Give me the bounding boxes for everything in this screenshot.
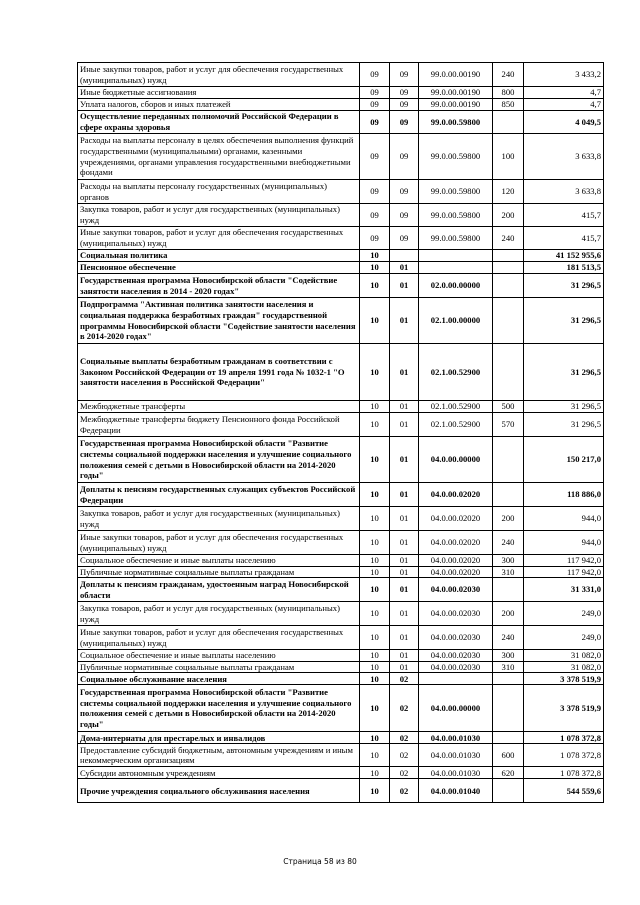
row-amount: 31 296,5 [524, 344, 604, 401]
row-name: Закупка товаров, работ и услуг для государственных (муниципальных) нужд [78, 507, 360, 531]
row-subsection: 01 [390, 555, 419, 567]
row-target-article: 02.1.00.52900 [419, 344, 493, 401]
row-section: 10 [360, 413, 390, 437]
row-section: 10 [360, 732, 390, 744]
table-row [78, 63, 604, 87]
row-subsection: 01 [390, 401, 419, 413]
row-name: Государственная программа Новосибирской области "Развитие системы социальной поддержки населения и улучшение социального положения семей с детьми в Новосибирской области на 2014-2020 годы" [78, 685, 360, 732]
row-subsection: 01 [390, 274, 419, 298]
row-subsection: 09 [390, 227, 419, 250]
row-amount: 944,0 [524, 507, 604, 531]
row-name: Дома-интернаты для престарелых и инвалидов [78, 732, 360, 744]
row-expense-type [493, 262, 524, 274]
row-amount: 31 296,5 [524, 401, 604, 413]
row-amount: 31 296,5 [524, 274, 604, 298]
budget-table [77, 62, 604, 803]
row-target-article: 99.0.00.59800 [419, 227, 493, 250]
row-name: Публичные нормативные социальные выплаты гражданам [78, 661, 360, 673]
row-expense-type: 200 [493, 602, 524, 626]
row-amount: 118 886,0 [524, 483, 604, 507]
row-target-article: 04.0.00.02030 [419, 626, 493, 650]
row-subsection: 09 [390, 99, 419, 111]
row-subsection: 09 [390, 180, 419, 204]
row-subsection: 01 [390, 507, 419, 531]
row-section: 10 [360, 602, 390, 626]
table-row [78, 661, 604, 673]
row-subsection: 09 [390, 204, 419, 227]
row-name: Межбюджетные трансферты [78, 401, 360, 413]
row-expense-type [493, 250, 524, 262]
row-amount: 4 049,5 [524, 111, 604, 134]
table-row [78, 673, 604, 685]
row-section: 09 [360, 63, 390, 87]
row-name: Социальное обеспечение и иные выплаты населению [78, 555, 360, 567]
row-subsection: 09 [390, 111, 419, 134]
row-expense-type [493, 578, 524, 602]
row-subsection: 09 [390, 134, 419, 180]
row-target-article: 04.0.00.02030 [419, 602, 493, 626]
row-expense-type: 850 [493, 99, 524, 111]
row-section: 09 [360, 227, 390, 250]
table-row [78, 413, 604, 437]
row-section: 10 [360, 578, 390, 602]
row-section: 10 [360, 650, 390, 662]
row-subsection: 02 [390, 685, 419, 732]
row-target-article: 04.0.00.00000 [419, 685, 493, 732]
table-row [78, 227, 604, 250]
table-row [78, 744, 604, 767]
row-amount: 3 633,8 [524, 134, 604, 180]
row-expense-type: 310 [493, 661, 524, 673]
table-row [78, 626, 604, 650]
table-row [78, 180, 604, 204]
row-expense-type: 620 [493, 767, 524, 779]
table-row [78, 111, 604, 134]
row-expense-type: 800 [493, 87, 524, 99]
table-row [78, 298, 604, 344]
row-amount: 3 378 519,9 [524, 685, 604, 732]
row-target-article: 04.0.00.02020 [419, 555, 493, 567]
row-target-article: 02.0.00.00000 [419, 274, 493, 298]
table-row [78, 779, 604, 803]
row-section: 09 [360, 180, 390, 204]
row-name: Социальное обслуживание населения [78, 673, 360, 685]
table-row [78, 262, 604, 274]
row-name: Социальные выплаты безработным гражданам в соответствии с Законом Российской Федерации от 19 апреля 1991 года № 1032-1 "О занятости населения в Российской Федерации" [78, 344, 360, 401]
row-expense-type [493, 437, 524, 483]
row-target-article [419, 250, 493, 262]
row-amount: 31 296,5 [524, 413, 604, 437]
row-target-article: 04.0.00.02020 [419, 483, 493, 507]
row-target-article: 99.0.00.59800 [419, 111, 493, 134]
row-name: Социальное обеспечение и иные выплаты населению [78, 650, 360, 662]
row-subsection: 01 [390, 566, 419, 578]
row-name: Расходы на выплаты персоналу государственных (муниципальных) органов [78, 180, 360, 204]
table-row [78, 578, 604, 602]
row-target-article: 04.0.00.02020 [419, 531, 493, 555]
row-subsection: 01 [390, 483, 419, 507]
row-subsection: 01 [390, 626, 419, 650]
row-section: 09 [360, 99, 390, 111]
row-name: Подпрограмма "Активная политика занятости населения и социальная поддержка безработных граждан" государственной программы Новосибирской области "Содействие занятости населения в 2014-2020 годах" [78, 298, 360, 344]
row-amount: 3 378 519,9 [524, 673, 604, 685]
row-section: 10 [360, 344, 390, 401]
row-name: Публичные нормативные социальные выплаты гражданам [78, 566, 360, 578]
row-section: 09 [360, 111, 390, 134]
row-amount: 117 942,0 [524, 555, 604, 567]
row-section: 10 [360, 507, 390, 531]
row-amount: 181 513,5 [524, 262, 604, 274]
row-name: Социальная политика [78, 250, 360, 262]
row-target-article: 04.0.00.02030 [419, 650, 493, 662]
row-name: Уплата налогов, сборов и иных платежей [78, 99, 360, 111]
row-amount: 31 082,0 [524, 661, 604, 673]
row-amount: 249,0 [524, 626, 604, 650]
row-expense-type: 200 [493, 507, 524, 531]
row-expense-type: 120 [493, 180, 524, 204]
row-expense-type [493, 274, 524, 298]
row-name: Пенсионное обеспечение [78, 262, 360, 274]
row-target-article: 04.0.00.02030 [419, 578, 493, 602]
row-name: Доплаты к пенсиям государственных служащих субъектов Российской Федерации [78, 483, 360, 507]
row-amount: 4,7 [524, 99, 604, 111]
row-expense-type: 570 [493, 413, 524, 437]
row-section: 10 [360, 673, 390, 685]
row-name: Иные закупки товаров, работ и услуг для обеспечения государственных (муниципальных) нужд [78, 626, 360, 650]
row-amount: 249,0 [524, 602, 604, 626]
row-amount: 150 217,0 [524, 437, 604, 483]
row-amount: 41 152 955,6 [524, 250, 604, 262]
row-section: 10 [360, 250, 390, 262]
table-row [78, 555, 604, 567]
row-target-article: 99.0.00.00190 [419, 63, 493, 87]
row-section: 10 [360, 531, 390, 555]
row-section: 10 [360, 483, 390, 507]
row-target-article: 04.0.00.02020 [419, 566, 493, 578]
table-row [78, 204, 604, 227]
row-subsection: 01 [390, 602, 419, 626]
row-name: Прочие учреждения социального обслуживания населения [78, 779, 360, 803]
row-target-article: 99.0.00.59800 [419, 204, 493, 227]
row-section: 10 [360, 744, 390, 767]
row-expense-type: 100 [493, 134, 524, 180]
row-name: Субсидии автономным учреждениям [78, 767, 360, 779]
row-target-article: 99.0.00.59800 [419, 180, 493, 204]
row-section: 10 [360, 566, 390, 578]
row-section: 10 [360, 262, 390, 274]
row-expense-type: 200 [493, 204, 524, 227]
row-target-article: 04.0.00.01030 [419, 767, 493, 779]
row-section: 10 [360, 685, 390, 732]
row-amount: 544 559,6 [524, 779, 604, 803]
row-section: 10 [360, 767, 390, 779]
row-subsection: 01 [390, 262, 419, 274]
row-target-article [419, 673, 493, 685]
row-target-article: 02.1.00.52900 [419, 413, 493, 437]
row-section: 10 [360, 298, 390, 344]
row-section: 10 [360, 626, 390, 650]
row-name: Доплаты к пенсиям гражданам, удостоенным наград Новосибирской области [78, 578, 360, 602]
row-subsection: 01 [390, 298, 419, 344]
table-row [78, 602, 604, 626]
table-row [78, 483, 604, 507]
row-target-article: 04.0.00.01030 [419, 744, 493, 767]
row-section: 09 [360, 87, 390, 99]
row-amount: 944,0 [524, 531, 604, 555]
row-name: Иные закупки товаров, работ и услуг для обеспечения государственных (муниципальных) нужд [78, 63, 360, 87]
row-name: Иные закупки товаров, работ и услуг для обеспечения государственных (муниципальных) нужд [78, 227, 360, 250]
row-expense-type [493, 779, 524, 803]
row-amount: 4,7 [524, 87, 604, 99]
row-expense-type [493, 732, 524, 744]
row-amount: 1 078 372,8 [524, 767, 604, 779]
row-expense-type [493, 111, 524, 134]
row-amount: 117 942,0 [524, 566, 604, 578]
row-expense-type: 240 [493, 626, 524, 650]
row-name: Закупка товаров, работ и услуг для государственных (муниципальных) нужд [78, 602, 360, 626]
table-row [78, 134, 604, 180]
row-expense-type: 240 [493, 227, 524, 250]
row-section: 10 [360, 401, 390, 413]
row-name: Расходы на выплаты персоналу в целях обеспечения выполнения функций государственными (муниципальными) органами, казенными учреждениями, органами управления государственными внебюджетными фондами [78, 134, 360, 180]
row-target-article [419, 262, 493, 274]
row-amount: 3 433,2 [524, 63, 604, 87]
row-subsection: 01 [390, 413, 419, 437]
row-amount: 1 078 372,8 [524, 744, 604, 767]
row-expense-type: 240 [493, 531, 524, 555]
row-expense-type: 500 [493, 401, 524, 413]
row-name: Закупка товаров, работ и услуг для государственных (муниципальных) нужд [78, 204, 360, 227]
row-subsection: 02 [390, 767, 419, 779]
row-subsection: 01 [390, 437, 419, 483]
table-row [78, 437, 604, 483]
table-row [78, 274, 604, 298]
row-name: Государственная программа Новосибирской области "Содействие занятости населения в 2014 - 2020 годах" [78, 274, 360, 298]
table-row [78, 87, 604, 99]
row-expense-type [493, 298, 524, 344]
row-section: 09 [360, 204, 390, 227]
row-target-article: 04.0.00.01040 [419, 779, 493, 803]
row-subsection: 02 [390, 779, 419, 803]
row-amount: 415,7 [524, 204, 604, 227]
row-name: Осуществление переданных полномочий Российской Федерации в сфере охраны здоровья [78, 111, 360, 134]
row-expense-type [493, 685, 524, 732]
table-row [78, 531, 604, 555]
row-section: 10 [360, 437, 390, 483]
row-subsection: 01 [390, 578, 419, 602]
row-subsection: 02 [390, 744, 419, 767]
row-subsection: 02 [390, 673, 419, 685]
row-expense-type: 310 [493, 566, 524, 578]
row-expense-type [493, 673, 524, 685]
row-subsection: 09 [390, 87, 419, 99]
row-amount: 31 331,0 [524, 578, 604, 602]
row-amount: 31 082,0 [524, 650, 604, 662]
row-subsection: 01 [390, 531, 419, 555]
row-section: 10 [360, 661, 390, 673]
row-subsection: 01 [390, 661, 419, 673]
row-target-article: 04.0.00.02020 [419, 507, 493, 531]
row-name: Государственная программа Новосибирской области "Развитие системы социальной поддержки населения и улучшение социального положения семей с детьми в Новосибирской области на 2014-2020 годы" [78, 437, 360, 483]
page-footer: Страница 58 из 80 [283, 857, 357, 866]
row-target-article: 99.0.00.59800 [419, 134, 493, 180]
row-name: Межбюджетные трансферты бюджету Пенсионного фонда Российской Федерации [78, 413, 360, 437]
table-row [78, 344, 604, 401]
row-subsection: 09 [390, 63, 419, 87]
row-section: 10 [360, 555, 390, 567]
row-amount: 31 296,5 [524, 298, 604, 344]
row-subsection: 02 [390, 732, 419, 744]
row-expense-type: 240 [493, 63, 524, 87]
row-subsection: 01 [390, 650, 419, 662]
row-subsection [390, 250, 419, 262]
row-name: Иные закупки товаров, работ и услуг для обеспечения государственных (муниципальных) нужд [78, 531, 360, 555]
row-section: 10 [360, 274, 390, 298]
row-subsection: 01 [390, 344, 419, 401]
row-amount: 415,7 [524, 227, 604, 250]
row-expense-type: 300 [493, 650, 524, 662]
row-expense-type [493, 344, 524, 401]
row-target-article: 99.0.00.00190 [419, 87, 493, 99]
table-row [78, 250, 604, 262]
table-row [78, 767, 604, 779]
row-expense-type [493, 483, 524, 507]
row-target-article: 04.0.00.00000 [419, 437, 493, 483]
table-row [78, 650, 604, 662]
row-target-article: 02.1.00.52900 [419, 401, 493, 413]
row-expense-type: 300 [493, 555, 524, 567]
row-amount: 1 078 372,8 [524, 732, 604, 744]
row-name: Предоставление субсидий бюджетным, автономным учреждениям и иным некоммерческим организациям [78, 744, 360, 767]
row-section: 10 [360, 779, 390, 803]
row-amount: 3 633,8 [524, 180, 604, 204]
row-target-article: 99.0.00.00190 [419, 99, 493, 111]
table-row [78, 99, 604, 111]
row-target-article: 04.0.00.02030 [419, 661, 493, 673]
row-target-article: 02.1.00.00000 [419, 298, 493, 344]
table-row [78, 401, 604, 413]
table-row [78, 732, 604, 744]
row-section: 09 [360, 134, 390, 180]
row-target-article: 04.0.00.01030 [419, 732, 493, 744]
budget-table-body [78, 63, 604, 803]
table-row [78, 566, 604, 578]
table-row [78, 685, 604, 732]
table-row [78, 507, 604, 531]
row-expense-type: 600 [493, 744, 524, 767]
row-name: Иные бюджетные ассигнования [78, 87, 360, 99]
